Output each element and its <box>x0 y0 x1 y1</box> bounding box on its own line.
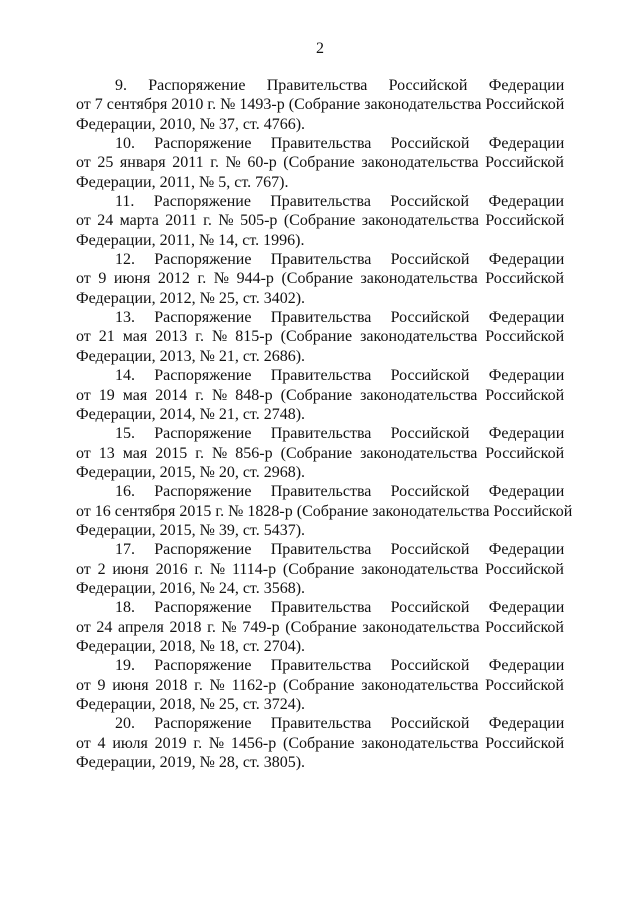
list-item-heading-line: 11. Распоряжение Правительства Российской Федерации <box>115 193 564 211</box>
list-item-text-line: Федерации, 2013, № 21, ст. 2686). <box>76 347 306 365</box>
list-item-text-line: Федерации, 2011, № 5, ст. 767). <box>76 173 289 191</box>
list-item-heading-line: 10. Распоряжение Правительства Российской Федерации <box>115 135 565 153</box>
list-item <box>76 192 564 250</box>
list-item-text-line: Федерации, 2011, № 14, ст. 1996). <box>76 231 305 249</box>
list-item-heading-line: 19. Распоряжение Правительства Российской Федерации <box>115 657 565 675</box>
list-item <box>76 250 564 308</box>
list-item-heading-line: 17. Распоряжение Правительства Российской Федерации <box>115 541 565 559</box>
list-item-heading-line: 16. Распоряжение Правительства Российской Федерации <box>115 483 565 501</box>
list-item-text-line: от 7 сентября 2010 г. № 1493-р (Собрание законодательства Российской <box>76 96 565 114</box>
list-item-text-line: от 19 мая 2014 г. № 848-р (Собрание законодательства Российской <box>76 386 565 404</box>
list-item-heading-line: 15. Распоряжение Правительства Российской Федерации <box>115 425 565 443</box>
list-item <box>76 482 573 540</box>
list-item <box>76 598 564 656</box>
list-item-text-line: от 9 июня 2018 г. № 1162-р (Собрание законодательства Российской <box>76 676 564 694</box>
list-item-heading-line: 12. Распоряжение Правительства Российской Федерации <box>115 251 565 269</box>
list-item-heading-line: 18. Распоряжение Правительства Российской Федерации <box>115 599 565 617</box>
list-item <box>76 366 564 424</box>
list-item-heading-line: 13. Распоряжение Правительства Российской Федерации <box>115 309 565 327</box>
list-item-text-line: от 24 апреля 2018 г. № 749-р (Собрание законодательства Российской <box>76 618 564 636</box>
list-item-text-line: Федерации, 2018, № 18, ст. 2704). <box>76 637 306 655</box>
list-item-text-line: от 9 июня 2012 г. № 944-р (Собрание законодательства Российской <box>76 270 565 288</box>
list-item-text-line: от 2 июня 2016 г. № 1114-р (Собрание законодательства Российской <box>76 560 564 578</box>
list-item-text-line: Федерации, 2016, № 24, ст. 3568). <box>76 579 306 597</box>
list-item-text-line: Федерации, 2015, № 39, ст. 5437). <box>76 521 306 539</box>
list-item <box>76 308 564 366</box>
list-item-heading-line: 14. Распоряжение Правительства Российской Федерации <box>115 367 565 385</box>
list-item-text-line: Федерации, 2018, № 25, ст. 3724). <box>76 696 306 713</box>
list-item-text-line: Федерации, 2010, № 37, ст. 4766). <box>76 115 306 133</box>
list-item-text-line: Федерации, 2019, № 28, ст. 3805). <box>76 754 306 772</box>
list-item-text-line: от 16 сентября 2015 г. № 1828-р (Собрание законодательства Российской <box>76 502 573 520</box>
list-item-text-line: Федерации, 2015, № 20, ст. 2968). <box>76 463 306 481</box>
list-item-heading-line: 20. Распоряжение Правительства Российской Федерации <box>115 715 565 733</box>
list-item-text-line: от 21 мая 2013 г. № 815-р (Собрание законодательства Российской <box>76 328 565 346</box>
list-item <box>76 714 564 772</box>
document-list <box>76 76 573 772</box>
list-item-heading-line: 9. Распоряжение Правительства Российской Федерации <box>115 77 565 94</box>
list-item-text-line: Федерации, 2014, № 21, ст. 2748). <box>76 405 306 423</box>
list-item-text-line: от 24 марта 2011 г. № 505-р (Собрание законодательства Российской <box>76 212 565 230</box>
list-item-text-line: от 4 июля 2019 г. № 1456-р (Собрание законодательства Российской <box>76 734 565 752</box>
page-number: 2 <box>316 40 324 57</box>
list-item-text-line: от 25 января 2011 г. № 60-р (Собрание законодательства Российской <box>76 154 564 172</box>
list-item <box>76 540 564 598</box>
list-item <box>76 656 564 714</box>
list-item-text-line: Федерации, 2012, № 25, ст. 3402). <box>76 289 306 307</box>
list-item-text-line: от 13 мая 2015 г. № 856-р (Собрание законодательства Российской <box>76 444 565 462</box>
list-item <box>76 76 564 134</box>
list-item <box>76 134 564 192</box>
list-item <box>76 424 564 482</box>
